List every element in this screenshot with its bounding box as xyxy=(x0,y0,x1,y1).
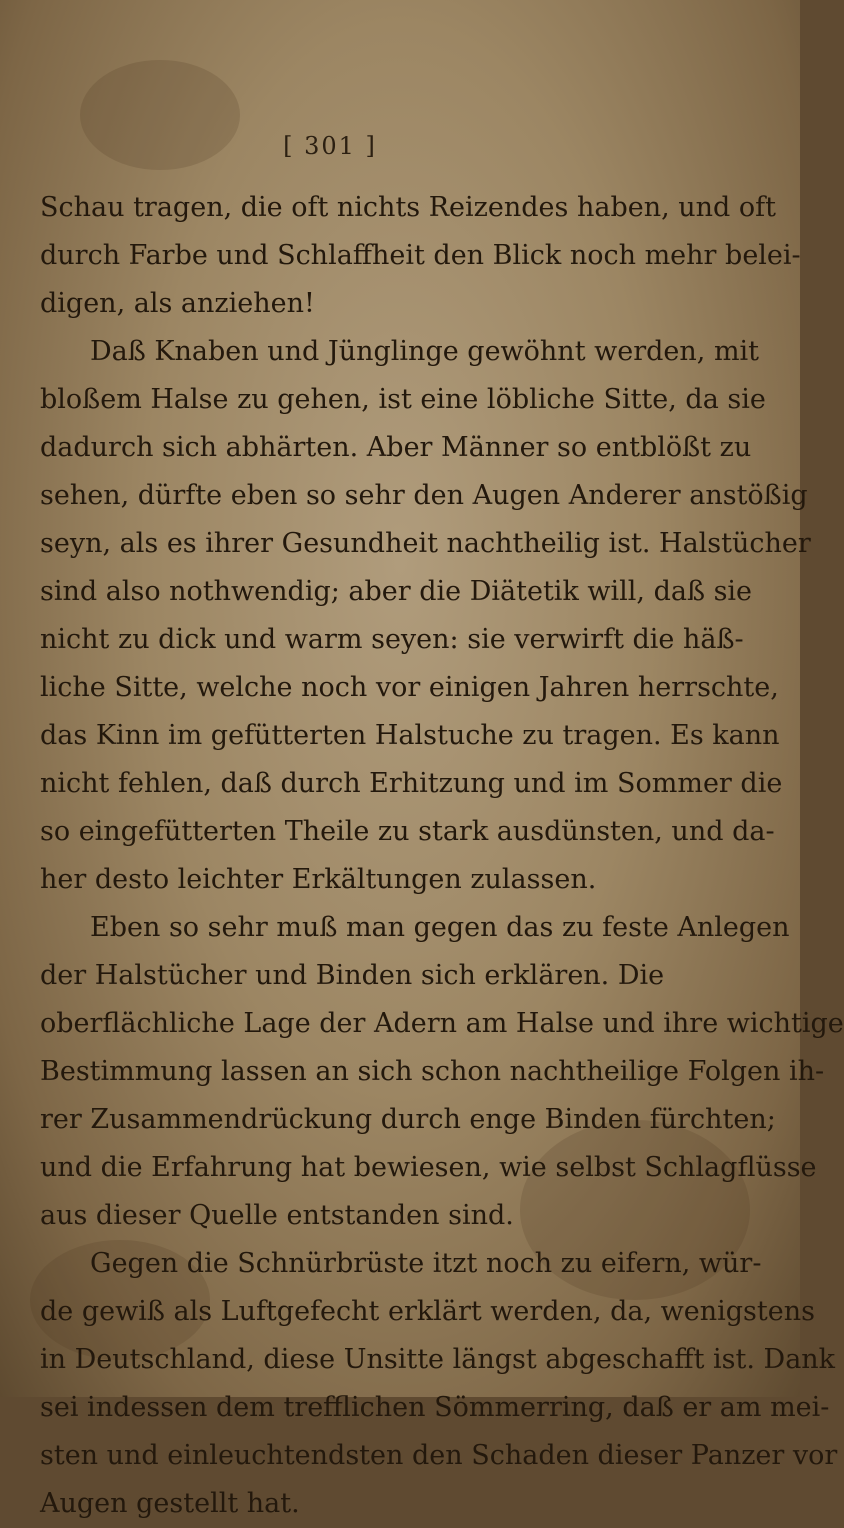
text-line: bloßem Halse zu gehen, ist eine löbliche Sitte, da sie xyxy=(40,384,766,415)
text-line: aus dieser Quelle entstanden sind. xyxy=(40,1200,514,1231)
text-line: so eingefütterten Theile zu stark ausdünsten, und da- xyxy=(40,816,775,847)
paragraph-start-line: Daß Knaben und Jünglinge gewöhnt werden, mit xyxy=(90,336,760,367)
body-text xyxy=(40,184,844,1528)
page-number: [ 301 ] xyxy=(283,132,377,160)
paper-stain xyxy=(80,60,240,170)
text-line: sei indessen dem trefflichen Sömmerring, daß er am mei- xyxy=(40,1392,830,1423)
text-line: Schau tragen, die oft nichts Reizendes haben, und oft xyxy=(40,192,777,223)
text-line: in Deutschland, diese Unsitte längst abgeschafft ist. Dank xyxy=(40,1344,836,1375)
text-line: und die Erfahrung hat bewiesen, wie selbst Schlagflüsse xyxy=(40,1152,817,1183)
text-line: sind also nothwendig; aber die Diätetik will, daß sie xyxy=(40,576,753,607)
text-line: liche Sitte, welche noch vor einigen Jahren herrschte, xyxy=(40,672,779,703)
text-line: sten und einleuchtendsten den Schaden dieser Panzer vor xyxy=(40,1440,838,1471)
text-line: her desto leichter Erkältungen zulassen. xyxy=(40,864,597,895)
text-line: nicht fehlen, daß durch Erhitzung und im Sommer die xyxy=(40,768,783,799)
text-line: das Kinn im gefütterten Halstuche zu tragen. Es kann xyxy=(40,720,780,751)
text-line: oberflächliche Lage der Adern am Halse und ihre wichtige xyxy=(40,1008,844,1039)
text-line: der Halstücher und Binden sich erklären. Die xyxy=(40,960,665,991)
text-line: seyn, als es ihrer Gesundheit nachtheilig ist. Halstücher xyxy=(40,528,811,559)
paragraph-start-line: Eben so sehr muß man gegen das zu feste Anlegen xyxy=(90,912,790,943)
text-line: rer Zusammendrückung durch enge Binden fürchten; xyxy=(40,1104,776,1135)
paragraph-start-line: Gegen die Schnürbrüste itzt noch zu eifern, wür- xyxy=(90,1248,762,1279)
text-line: dadurch sich abhärten. Aber Männer so entblößt zu xyxy=(40,432,752,463)
text-line: sehen, dürfte eben so sehr den Augen Anderer anstößig xyxy=(40,480,808,511)
text-line: digen, als anziehen! xyxy=(40,288,315,319)
text-line: Bestimmung lassen an sich schon nachtheilige Folgen ih- xyxy=(40,1056,825,1087)
text-line: Augen gestellt hat. xyxy=(40,1488,300,1519)
text-line: de gewiß als Luftgefecht erklärt werden, da, wenigstens xyxy=(40,1296,815,1327)
text-line: durch Farbe und Schlaffheit den Blick noch mehr belei- xyxy=(40,240,801,271)
text-line: nicht zu dick und warm seyen: sie verwirft die häß- xyxy=(40,624,744,655)
